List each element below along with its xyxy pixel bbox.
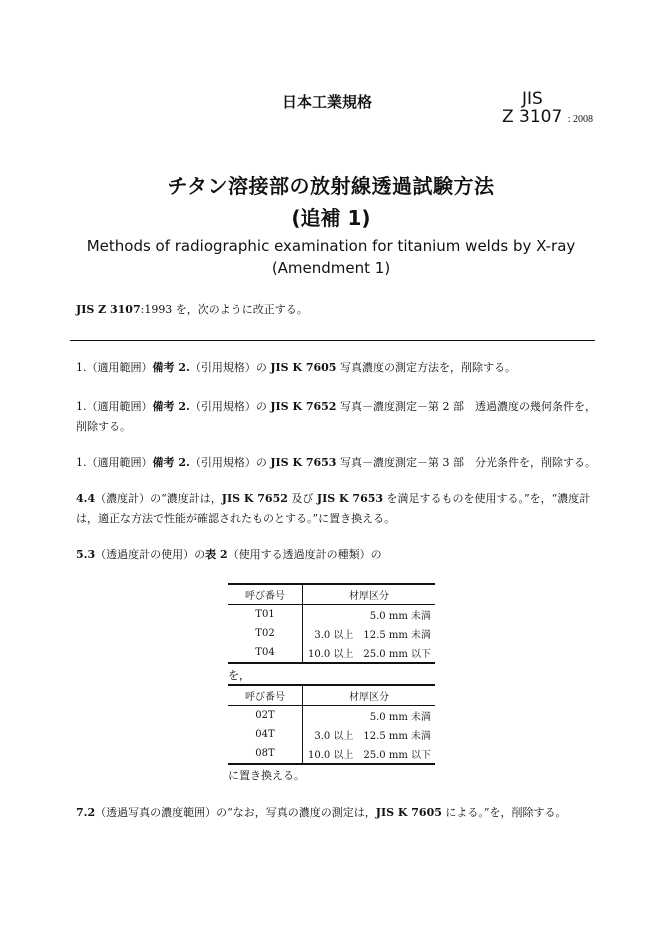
between-text: を， [228,669,250,682]
table-row [228,725,435,744]
item-4-4-num: 4.4 [76,492,96,505]
item-3-p2: （引用規格）の [189,456,271,469]
item-2-b1: 備考 2. [152,400,190,413]
item-4-4-t3: を満足するものを使用する。”を，“濃度計は，適正な方法で性能が確認されたものとする。”に置き換える。 [76,492,591,525]
item-3-p3: 写真－濃度測定－第 3 部 分光条件を，削除する。 [336,456,596,469]
item-4-4-b1: JIS K 7652 [221,492,288,505]
table-cell: 10.0 以上 25.0 mm 以下 [303,744,436,764]
table-cell: 5.0 mm 未満 [369,712,431,723]
item-5-3-t2: （使用する透過度計の種類）の [227,548,382,561]
title-english: Methods of radiographic examination for titanium welds by X-ray [86,237,576,255]
table-old-header-cell: 呼び番号 [228,584,303,605]
code-year: : 2008 [567,114,594,125]
title-japanese: チタン溶接部の放射線透過試験方法 [167,174,495,198]
item-7-2-num: 7.2 [76,806,96,819]
item-7-2-t1: （透過写真の濃度範囲）の“なお，写真の濃度の測定は， [95,806,376,819]
item-3-b2: JIS K 7653 [270,456,337,469]
item-1-p1: 1.（適用範囲） [76,361,153,374]
item-3 [76,453,598,473]
table-new-header [228,685,435,706]
item-2-p1: 1.（適用範囲） [76,400,153,413]
item-4-4-t1: （濃度計）の“濃度計は， [95,492,222,505]
item-1-b2: JIS K 7605 [270,361,337,374]
table-cell: T04 [228,643,303,663]
item-4-4-t2: 及び [287,492,317,505]
item-3-p1: 1.（適用範囲） [76,456,153,469]
item-1-b1: 備考 2. [152,361,190,374]
replace-text: に置き換える。 [228,769,305,782]
table-row [228,643,435,663]
item-4-4-b2: JIS K 7653 [316,492,384,505]
table-cell: 04T [228,725,303,744]
table-cell: 3.0 以上 12.5 mm 未満 [314,731,431,742]
amendment-english: (Amendment 1) [271,259,391,277]
table-row [228,605,435,625]
table-cell: 10.0 以上 25.0 mm 以下 [303,643,436,663]
amendment-japanese: (追補 1) [291,206,371,230]
table-cell: 02T [228,706,303,726]
divider [70,340,595,341]
table-cell: 08T [228,744,303,764]
item-1-p3: 写真濃度の測定方法を，削除する。 [336,361,516,374]
table-cell: 3.0 以上 12.5 mm 未満 [314,630,431,641]
item-5-3-t1: （透過度計の使用）の [95,548,206,561]
standard-name: 日本工業規格 [282,93,373,111]
item-5-3-b1: 表 2 [205,548,228,561]
item-3-b1: 備考 2. [152,456,190,469]
table-cell: T02 [228,624,303,643]
item-7-2 [76,803,598,823]
intro-text: :1993 を，次のように改正する。 [140,303,308,316]
item-7-2-t2: による。”を，削除する。 [441,806,567,819]
item-2-b2: JIS K 7652 [270,400,337,413]
table-row [228,706,435,726]
item-2-p3: 写真－濃度測定－第 2 部 透過濃度の幾何条件を，削除する。 [76,400,596,433]
item-7-2-b1: JIS K 7605 [375,806,442,819]
item-2-p2: （引用規格）の [189,400,271,413]
item-1 [76,358,598,378]
item-5-3 [76,545,598,565]
table-old [228,583,435,664]
table-row [228,744,435,764]
jis-label: JIS [522,89,543,109]
table-new [228,684,435,765]
intro-ref: JIS Z 3107 [76,303,141,316]
standard-code [502,107,593,127]
code-number: Z 3107 [502,107,563,127]
table-cell: 5.0 mm 未満 [369,611,431,622]
item-4-4 [76,489,598,529]
table-old-header [228,584,435,605]
table-new-header-cell: 材厚区分 [303,685,436,706]
item-5-3-num: 5.3 [76,548,96,561]
table-row [228,624,435,643]
table-new-header-cell: 呼び番号 [228,685,303,706]
item-1-p2: （引用規格）の [189,361,271,374]
intro-paragraph [76,300,598,320]
table-old-header-cell: 材厚区分 [303,584,436,605]
item-2 [76,397,598,437]
table-cell: T01 [228,605,303,625]
